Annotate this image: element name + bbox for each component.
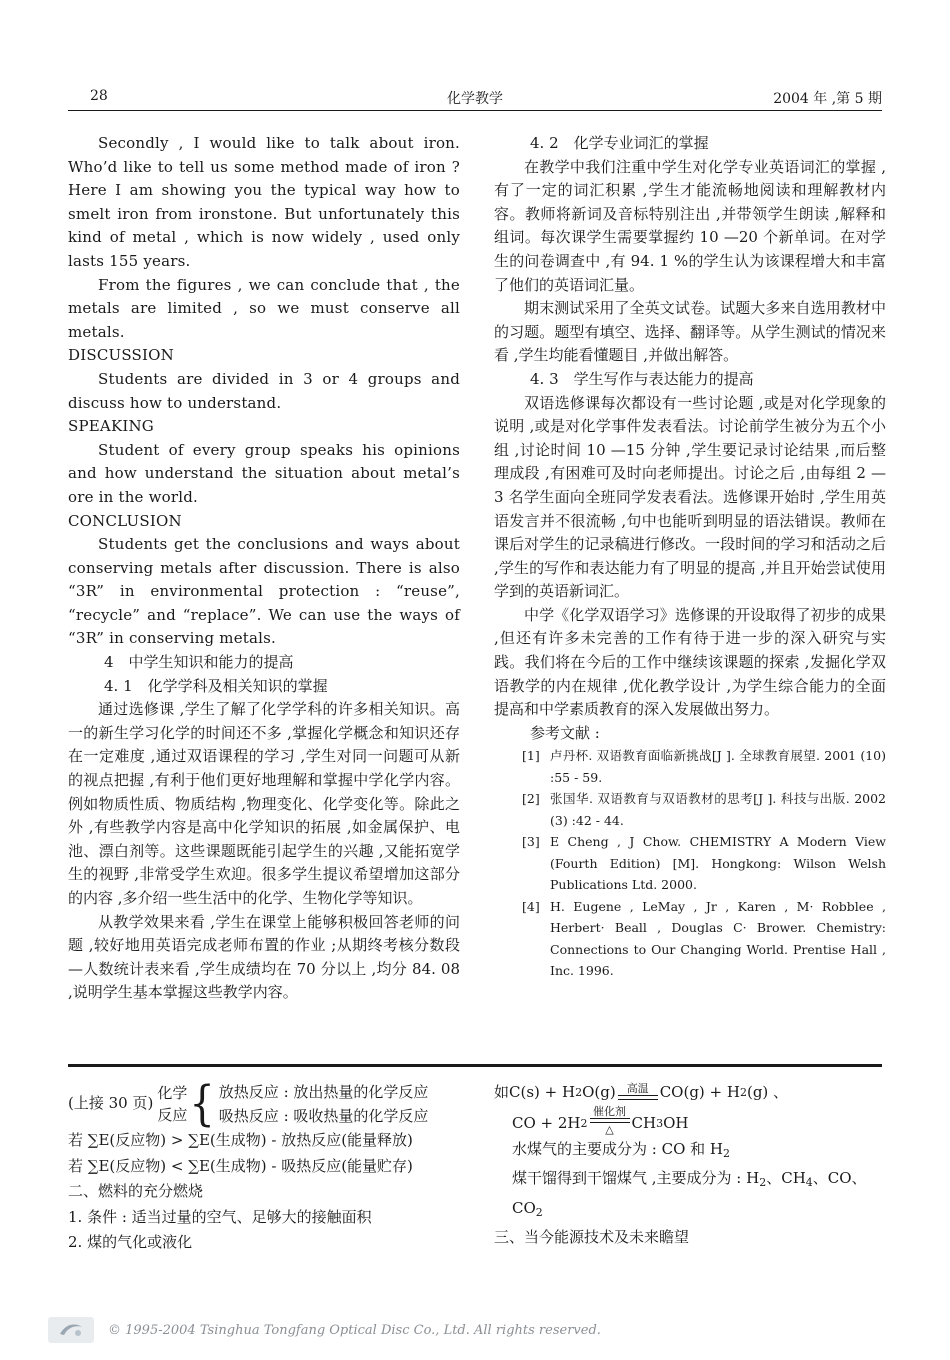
continuation-right — [494, 1080, 894, 1251]
text-line: 煤干馏得到干馏煤气 ,主要成分为 : $H_2$、$CH_4$、CO、 — [512, 1169, 867, 1189]
conclusion-heading: CONCLUSION — [68, 511, 182, 530]
paragraph: Secondly , I would like to talk about iron. Who’d like to tell us some method made of iron ? Here I am showing you the typical way how to smelt iron from ironstone. But unfortunately this kind of metal , which is now widely , used only lasts 155 years. — [68, 134, 460, 270]
paragraph: 从教学效果来看 ,学生在课堂上能够积极回答老师的问题 ,较好地用英语完成老师布置的作业 ;从期终考核分数段 —人数统计表来看 ,学生成绩均在 70 分以上 ,均分 84. 08 ,说明学生基本掌握这些教学内容。 — [68, 912, 460, 1002]
equals-arrow-icon — [618, 1095, 658, 1100]
reference-item: [4] H. Eugene , LeMay , Jr , Karen , M· Robblee , Herbert· Beall , Douglas C· Brower. Chemistry: Connections to Our Changing World. Prentise Hall , Inc. 1996. — [522, 898, 886, 979]
page-header — [68, 88, 882, 110]
right-column — [494, 132, 886, 982]
classification-row: 吸热反应 : 吸收热量的化学反应 — [218, 1107, 429, 1125]
paragraph: Students get the conclusions and ways about conserving metals after discussion. There is also “3R” in environmental protection : “reuse”, “recycle” and “replace”. We can use the ways of “3R” in conserving metals. — [68, 535, 460, 648]
journal-title: 化学教学 — [447, 91, 503, 107]
paragraph: 在教学中我们注重中学生对化学专业英语词汇的掌握 ,有了一定的词汇积累 ,学生才能流畅地阅读和理解教材内容。教师将新词及音标特别注出 ,并带领学生朗读 ,解释和组词。每次课学生需要掌握约 10 —20 个新单词。在对学生的问卷调查中 ,有 94. 1 %的学生认为该课程增大和丰富了他们的英语词汇量。 — [494, 157, 886, 294]
text-line: 2. 煤的气化或液化 — [68, 1233, 193, 1251]
paragraph: 中学《化学双语学习》选修课的开设取得了初步的成果 ,但还有许多未完善的工作有待于进一步的深入研究与实践。我们将在今后的工作中继续该课题的探索 ,发掘化学双语教学的内在规律 ,优化教学设计 ,为学生综合能力的全面提高和中学素质教育的深入发展做出努力。 — [494, 605, 886, 719]
discussion-heading: DISCUSSION — [68, 346, 174, 365]
paragraph: 通过选修课 ,学生了解了化学学科的许多相关知识。高一的新生学习化学的时间还不多 ,掌握化学概念和知识还存在一定难度 ,通过双语课程的学习 ,学生对同一问题可从新的视点把握 ,有利于他们更好地理解和掌握中学化学内容。例如物质性质、物质结构 ,物理变化、化学变化等。除此之外 ,有些教学内容是高中化学知识的拓展 ,如金属保护、电池、漂白剂等。这些课题既能引起学生的兴趣 ,又能拓宽学生的视野 ,非常受学生欢迎。很多学生提议希望增加这部分的内容 ,多介绍一些生活中的化学、生物化学等知识。 — [68, 700, 460, 907]
reaction-classification — [68, 1076, 468, 1132]
section-heading: 4 中学生知识和能力的提高 — [104, 653, 294, 672]
speaking-heading: SPEAKING — [68, 417, 154, 436]
text-line: $CO_2$ — [512, 1198, 543, 1219]
reference-item: [2] 张国华. 双语教育与双语教材的思考[J ]. 科技与出版. 2002 (3) :42 - 44. — [522, 791, 886, 828]
chemical-equation: CO + 2H 2 催化剂 △ CH 3 OH — [512, 1104, 689, 1136]
text-line: 若 ∑E(反应物) > ∑E(生成物) - 放热反应(能量释放) — [68, 1131, 413, 1149]
continued-from-label: (上接 30 页) — [68, 1094, 154, 1113]
issue-info: 2004 年 ,第 5 期 — [773, 91, 882, 107]
text-line: 1. 条件 : 适当过量的空气、足够大的接触面积 — [68, 1207, 372, 1226]
reference-item: [3] E Cheng , J Chow. CHEMISTRY A Modern View (Fourth Edition) [M]. Hongkong: Wilson Welsh Publications Ltd. 2000. — [522, 834, 886, 893]
text-line: 若 ∑E(反应物) < ∑E(生成物) - 吸热反应(能量贮存) — [68, 1156, 413, 1175]
copyright-notice: © 1995-2004 Tsinghua Tongfang Optical Disc Co., Ltd. All rights reserved. — [108, 1322, 601, 1338]
paragraph: 双语选修课每次都设有一些讨论题 ,或是对化学现象的说明 ,或是对化学事件发表看法。讨论前学生被分为五个小组 ,讨论时间 10 —15 分钟 ,学生要记录讨论结果 ,而后整理成段 ,有困难可及时向老师提出。讨论之后 ,由每组 2 —3 名学生面向全班同学发表看法。选修课开始时 ,学生用英语发言并不很流畅 ,句中也能听到明显的语法错误。教师在课后对学生的记录稿进行修改。一段时间的学习和活动之后 ,学生的写作和表达能力有了明显的提高 ,并且开始尝试使用学到的英语新词汇。 — [494, 393, 886, 601]
paragraph: From the figures , we can conclude that , the metals are limited , so we must conserve all metals. — [68, 275, 460, 341]
section-heading: 三、当今能源技术及未来瞻望 — [494, 1228, 690, 1246]
subsection-heading: 4. 1 化学学科及相关知识的掌握 — [104, 676, 328, 695]
page-number: 28 — [90, 88, 108, 104]
brace-icon: { — [189, 1076, 215, 1132]
reaction-condition: 高温 — [618, 1083, 658, 1106]
reaction-condition: 催化剂 △ — [590, 1106, 630, 1137]
header-rule — [68, 110, 882, 111]
continuation-left — [68, 1076, 468, 1256]
footer — [48, 1310, 601, 1350]
equals-arrow-icon — [590, 1118, 630, 1123]
reference-list — [494, 745, 886, 982]
chemical-equation: 如C(s) + H 2 O(g) 高温 CO(g) + H 2 (g) 、 — [494, 1080, 894, 1106]
paragraph: Student of every group speaks his opinions and how understand the situation about metal’s ore in the world. — [68, 440, 460, 506]
left-column — [68, 132, 460, 1005]
classification-row: 放热反应 : 放出热量的化学反应 — [218, 1083, 429, 1101]
text-line: 水煤气的主要成分为 : CO 和 $H_2$ — [512, 1139, 730, 1160]
section-divider — [68, 1064, 882, 1067]
references-title: 参考文献 : — [530, 723, 600, 742]
subsection-heading: 4. 3 学生写作与表达能力的提高 — [530, 369, 754, 388]
category-label: 化学 — [157, 1084, 188, 1102]
text-line: 二、燃料的充分燃烧 — [68, 1182, 204, 1200]
reference-item: [1] 卢丹杯. 双语教育面临新挑战[J ]. 全球教育展望. 2001 (10) :55 - 59. — [522, 748, 886, 785]
category-label: 反应 — [157, 1106, 188, 1124]
paragraph: 期末测试采用了全英文试卷。试题大多来自选用教材中的习题。题型有填空、选择、翻译等。从学生测试的情况来看 ,学生均能看懂题目 ,并做出解答。 — [494, 299, 886, 365]
publisher-logo-icon — [48, 1317, 94, 1343]
subsection-heading: 4. 2 化学专业词汇的掌握 — [530, 134, 709, 152]
paragraph: Students are divided in 3 or 4 groups and discuss how to understand. — [68, 369, 460, 412]
